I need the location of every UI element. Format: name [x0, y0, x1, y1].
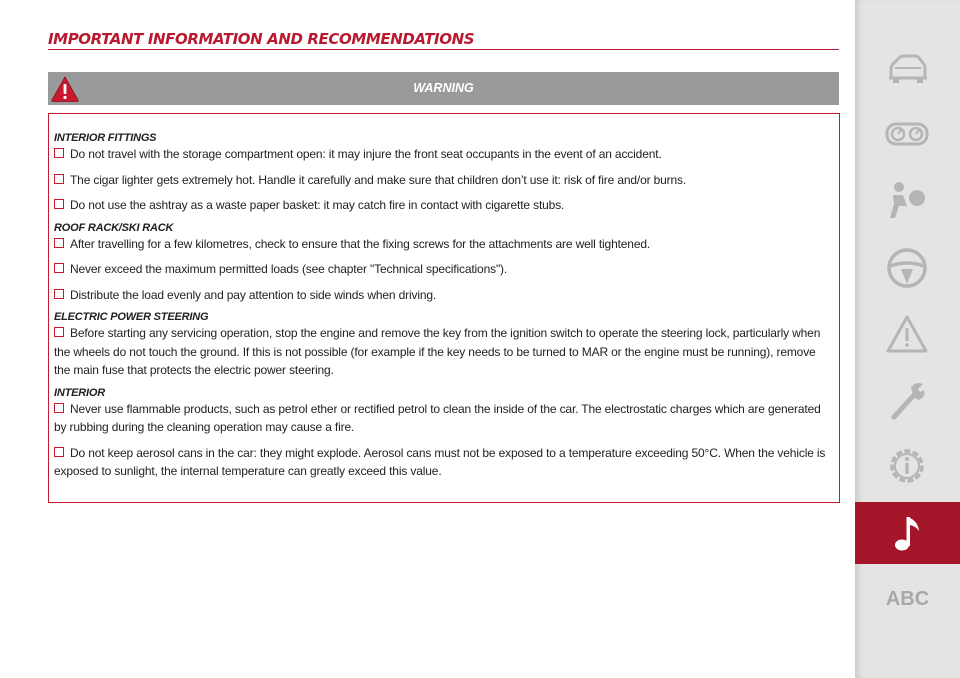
info-gear-icon[interactable] [885, 444, 929, 488]
checkbox-bullet-icon [54, 174, 64, 184]
airbag-icon[interactable] [885, 178, 929, 222]
music-note-icon [891, 513, 925, 553]
item-text: Do not keep aerosol cans in the car: they might explode. Aerosol cans must not be exposed to a temperature exceeding 50°C. When the vehicle is exposed to sunlight, the internal temperature can greatly exceed this value. [54, 445, 826, 478]
page-title: IMPORTANT INFORMATION AND RECOMMENDATIONS [48, 30, 475, 48]
steering-wheel-icon[interactable] [885, 246, 929, 290]
checkbox-bullet-icon [54, 447, 64, 457]
item-text: Distribute the load evenly and pay attention to side winds when driving. [70, 287, 437, 302]
wrench-icon[interactable] [885, 378, 929, 422]
checkbox-bullet-icon [54, 403, 64, 413]
list-item [54, 196, 834, 215]
item-text: Never use flammable products, such as petrol ether or rectified petrol to clean the inside of the car. The electrostatic charges which are generated by rubbing during the cleaning operation may cause a fire. [54, 401, 821, 434]
dashboard-icon[interactable] [885, 112, 929, 156]
list-item [54, 400, 834, 437]
checkbox-bullet-icon [54, 199, 64, 209]
title-divider [48, 49, 839, 50]
item-text: Never exceed the maximum permitted loads (see chapter "Technical specifications"). [70, 262, 508, 276]
list-item [54, 324, 834, 380]
item-text: Do not travel with the storage compartment open: it may injure the front seat occupants in the event of an accident. [70, 147, 662, 161]
warning-label: WARNING [413, 81, 474, 95]
item-text: Before starting any servicing operation, stop the engine and remove the key from the ignition switch to operate the steering lock, particularly when the wheels do not touch the ground. If this is not possible (for example if the key needs to be turned to MAR or the engine must be running), remove the main fuse that protects the electric power steering. [54, 326, 821, 377]
list-item [54, 444, 834, 481]
checkbox-bullet-icon [54, 327, 64, 337]
checkbox-bullet-icon [54, 289, 64, 299]
section-interior-fittings [54, 132, 834, 215]
checkbox-bullet-icon [54, 148, 64, 158]
warning-content-box [48, 113, 840, 503]
list-item [54, 260, 834, 279]
list-item [54, 235, 834, 254]
sidebar-item-active[interactable] [855, 502, 960, 564]
list-item [54, 171, 834, 190]
car-icon[interactable] [885, 48, 929, 92]
checkbox-bullet-icon [54, 263, 64, 273]
chapter-sidebar [855, 0, 960, 678]
section-heading: INTERIOR [54, 386, 105, 399]
warning-triangle-icon[interactable] [885, 313, 929, 357]
section-heading: INTERIOR FITTINGS [54, 132, 157, 144]
item-text: Do not use the ashtray as a waste paper basket: it may catch fire in contact with cigarette stubs. [70, 198, 565, 212]
section-heading: ELECTRIC POWER STEERING [54, 311, 209, 323]
abc-index-label[interactable]: ABC [885, 588, 930, 610]
section-interior [54, 387, 834, 481]
section-heading: ROOF RACK/SKI RACK [54, 221, 174, 234]
item-text: After travelling for a few kilometres, check to ensure that the fixing screws for the attachments are well tightened. [70, 236, 651, 251]
list-item [54, 286, 834, 305]
list-item [54, 145, 834, 164]
checkbox-bullet-icon [54, 238, 64, 248]
section-roof-rack [54, 222, 834, 305]
section-electric-power-steering [54, 311, 834, 380]
item-text: The cigar lighter gets extremely hot. Handle it carefully and make sure that children don’t use it: risk of fire and/or burns. [70, 172, 687, 187]
